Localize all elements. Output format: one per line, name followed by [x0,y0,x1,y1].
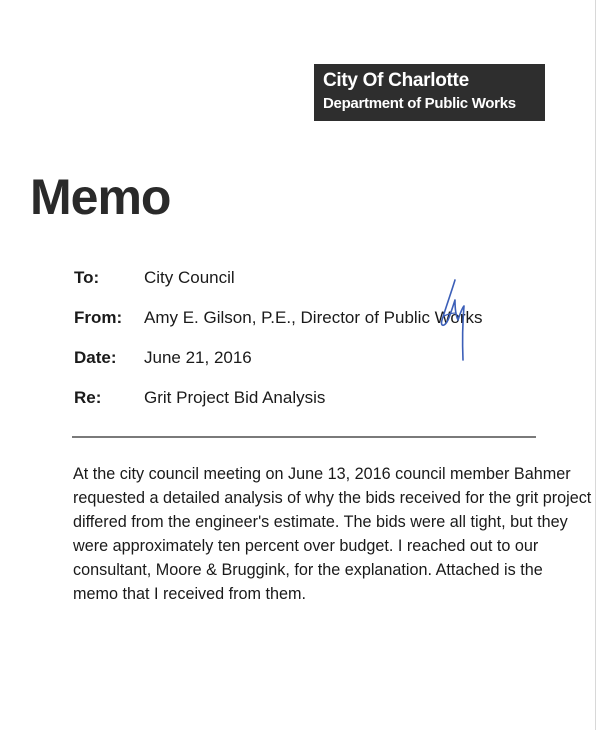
letterhead-box [314,64,545,121]
page-edge [595,0,596,730]
memo-body [73,462,592,606]
date-value: June 21, 2016 [144,348,252,367]
body-line: requested a detailed analysis of why the bids received for the grit project [73,489,592,507]
re-label: Re: [74,388,102,407]
organization-name: City Of Charlotte [323,70,469,91]
to-label: To: [74,268,100,287]
body-line: consultant, Moore & Bruggink, for the explanation. Attached is the [73,561,543,579]
memo-title: Memo [30,169,171,225]
department-name: Department of Public Works [323,95,516,112]
header-divider [72,436,536,438]
to-value: City Council [144,268,235,287]
from-label: From: [74,308,123,327]
body-line: memo that I received from them. [73,585,307,603]
from-value: Amy E. Gilson, P.E., Director of Public Works [144,308,483,327]
body-line: were approximately ten percent over budget. I reached out to our [73,537,539,555]
date-label: Date: [74,348,117,367]
body-line: differed from the engineer's estimate. The bids were all tight, but they [73,513,568,531]
body-line: At the city council meeting on June 13, 2016 council member Bahmer [73,465,571,483]
re-value: Grit Project Bid Analysis [144,388,326,407]
signature-initials [438,276,472,366]
